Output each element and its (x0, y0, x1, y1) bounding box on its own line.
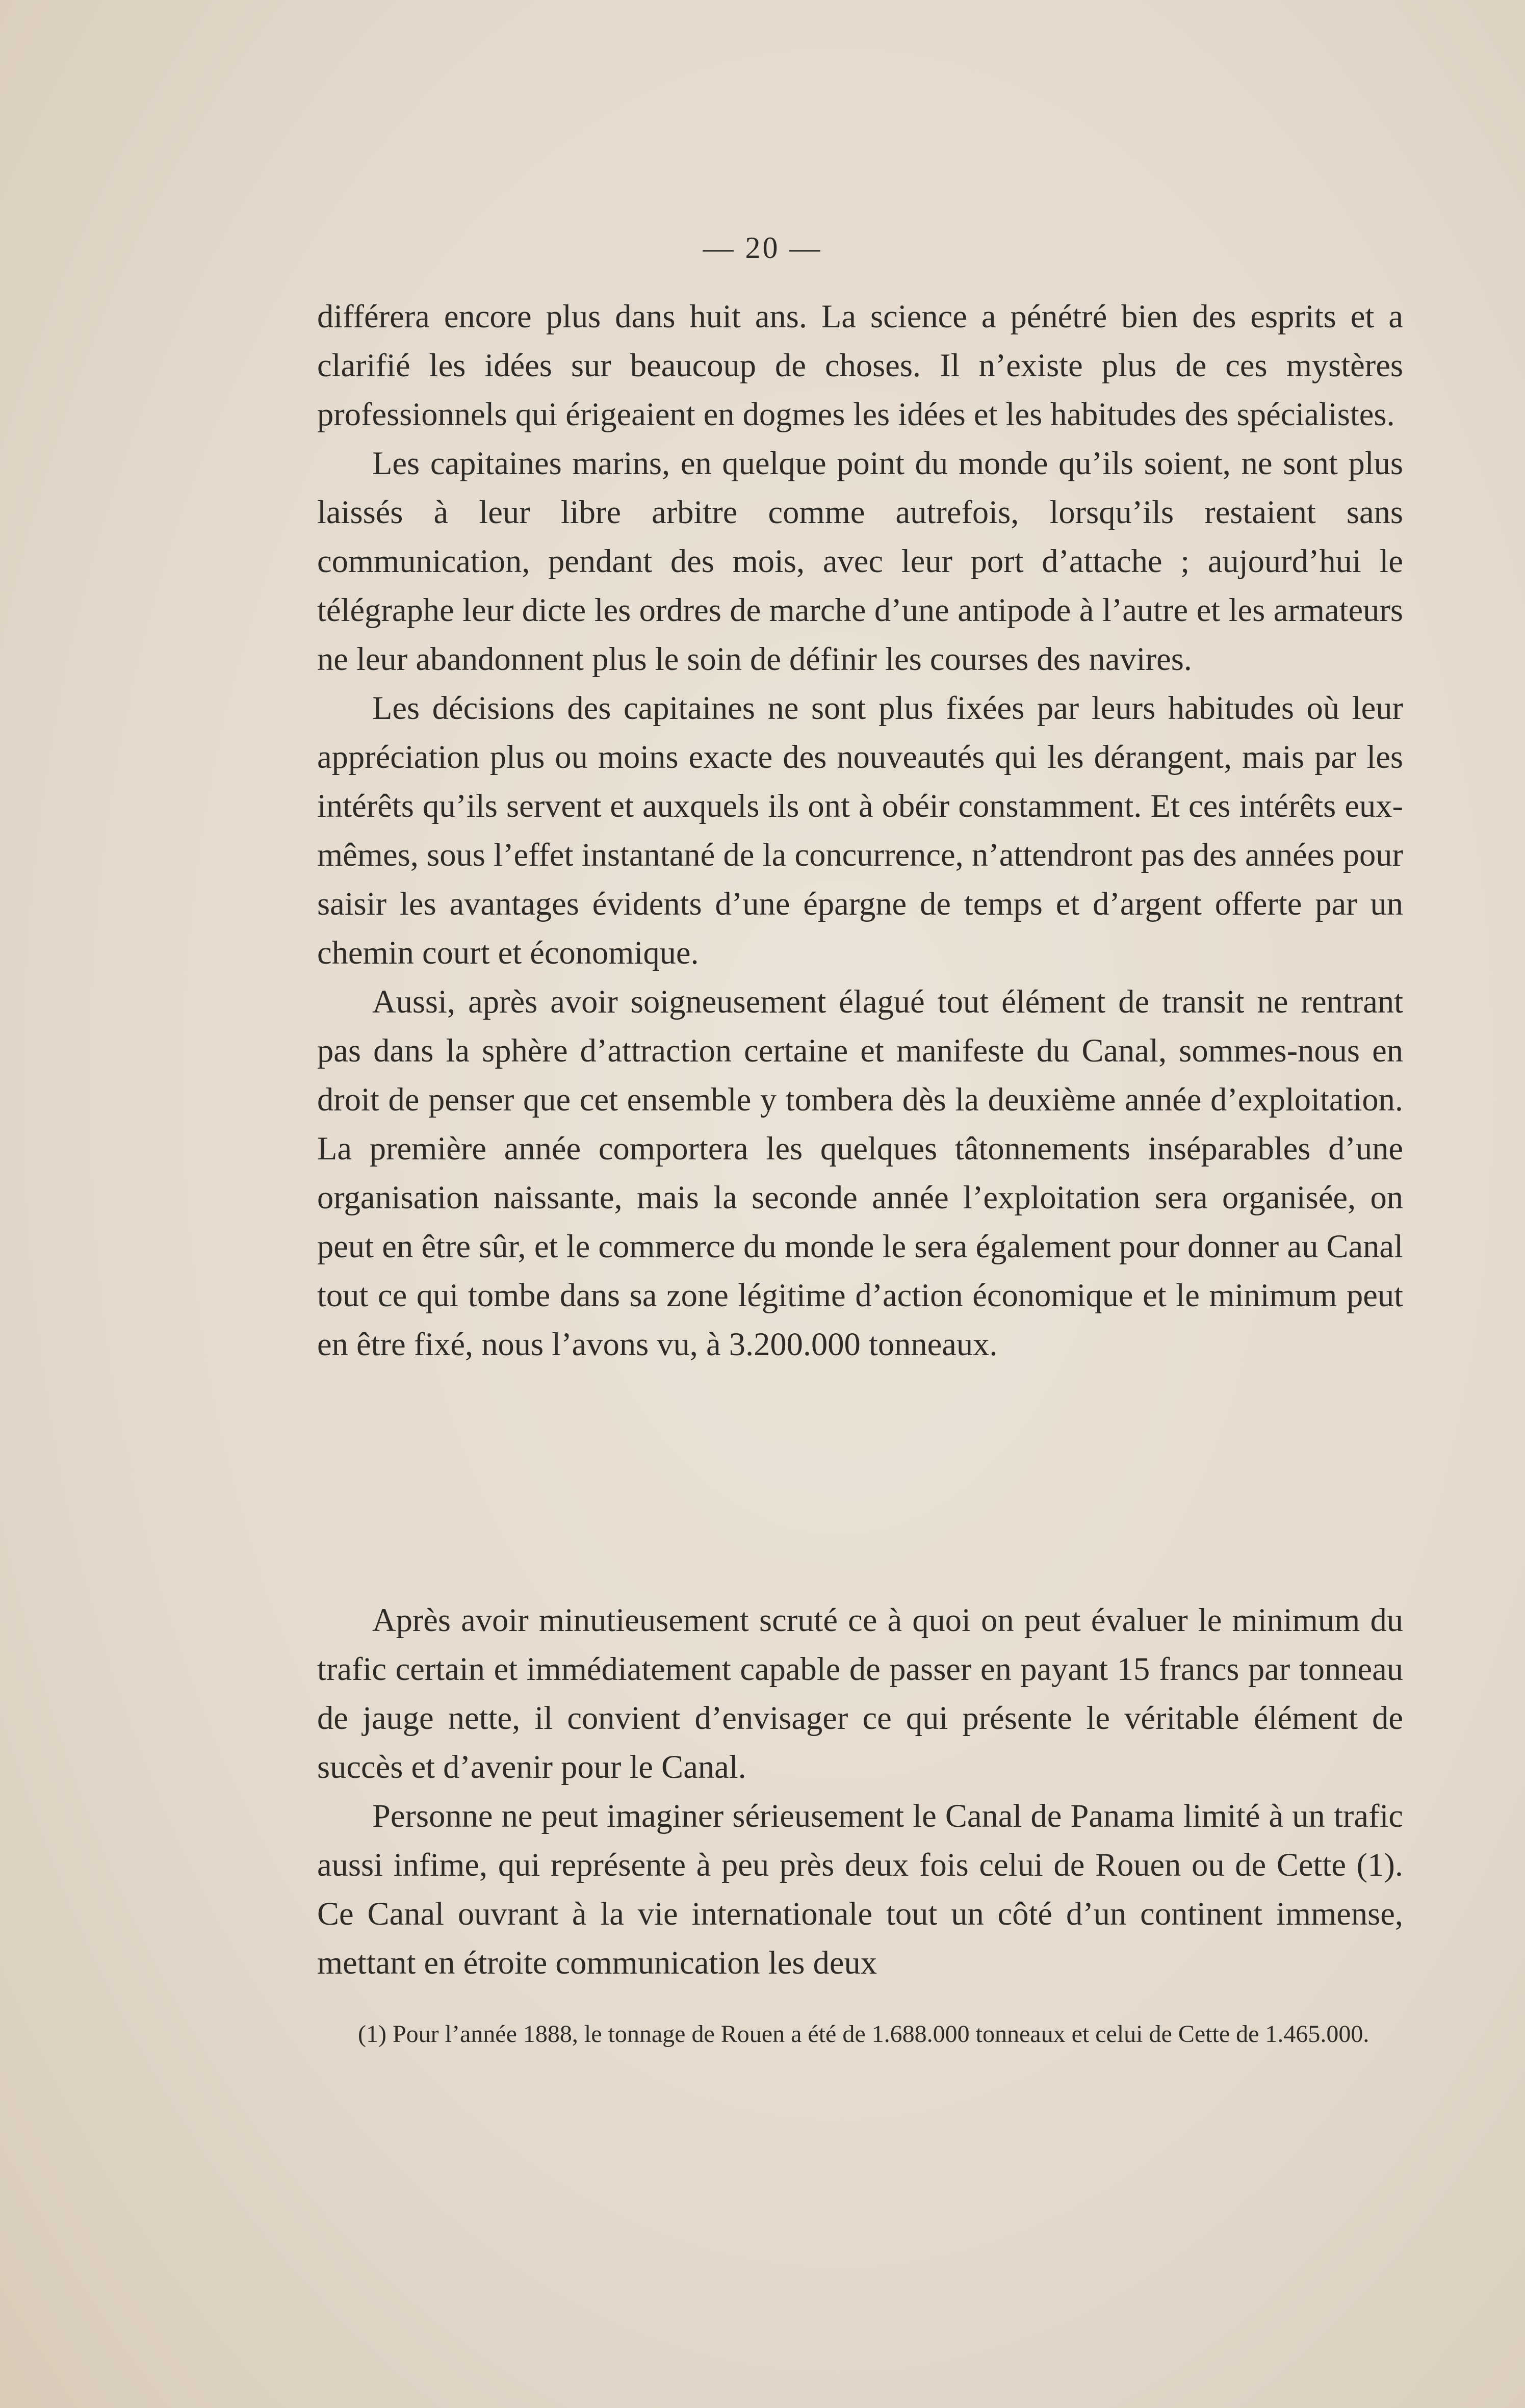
paragraph-personne: Personne ne peut imaginer sérieusement le Canal de Panama limité à un trafic aussi infime, qui représente à peu près deux fois celui de Rouen ou de Cette (1). Ce Canal ouvrant à la vie internationale tout un côté d’un continent immense, mettant en étroite communication les deux (317, 1798, 1403, 1981)
paragraph-aussi: Aussi, après avoir soigneusement élagué tout élément de transit ne rentrant pas dans la sphère d’attraction certaine et manifeste du Canal, sommes-nous en droit de penser que cet ensemble y tombera dès la deuxième année d’exploitation. La première année comportera les quelques tâtonnements inséparables d’une organisation naissante, mais la seconde année l’exploitation sera organisée, on peut en être sûr, et le commerce du monde le sera également pour donner au Canal tout ce qui tombe dans sa zone légitime d’action économique et le minimum peut en être fixé, nous l’avons vu, à 3.200.000 tonneaux. (317, 983, 1403, 1362)
text-block-upper (317, 292, 1403, 1369)
footnote-area (317, 2020, 1403, 2049)
paragraph-capitaines-marins: Les capitaines marins, en quelque point du monde qu’ils soient, ne sont plus laissés à leur libre arbitre comme autrefois, lorsqu’ils restaient sans communication, pendant des mois, avec leur port d’attache ; aujourd’hui le télégraphe leur dicte les ordres de marche d’une antipode à l’autre et les armateurs ne leur abandonnent plus le soin de définir les courses des navires. (317, 445, 1403, 677)
footnote: (1) Pour l’année 1888, le tonnage de Rouen a été de 1.688.000 tonneaux et celui de Cette de 1.465.000. (358, 2021, 1369, 2048)
text-block-lower (317, 1596, 1403, 1987)
paragraph-continued: différera encore plus dans huit ans. La science a pénétré bien des esprits et a clarifié les idées sur beaucoup de choses. Il n’existe plus de ces mystères professionnels qui érigeaient en dogmes les idées et les habitudes des spécialistes. (317, 298, 1403, 432)
paragraph-apres-avoir: Après avoir minutieusement scruté ce à quoi on peut évaluer le minimum du trafic certain et immédiatement capable de passer en payant 15 francs par tonneau de jauge nette, il convient d’envisager ce qui présente le véritable élément de succès et d’avenir pour le Canal. (317, 1602, 1403, 1785)
paragraph-decisions-capitaines: Les décisions des capitaines ne sont plus fixées par leurs habitudes où leur appréciation plus ou moins exacte des nouveautés qui les dérangent, mais par les intérêts qu’ils servent et auxquels ils ont à obéir constamment. Et ces intérêts eux-mêmes, sous l’effet instantané de la concurrence, n’attendront pas des années pour saisir les avantages évidents d’une épargne de temps et d’argent offerte par un chemin court et économique. (317, 690, 1403, 971)
page-number: — 20 — (703, 231, 822, 265)
